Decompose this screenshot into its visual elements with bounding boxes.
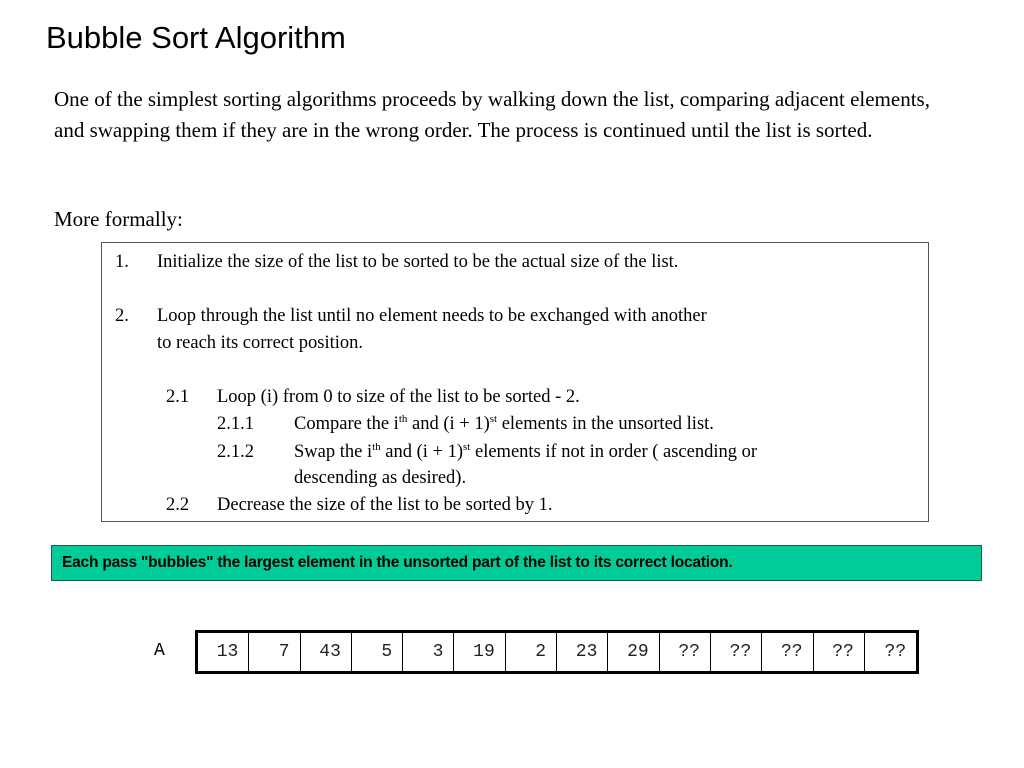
step-text: Loop through the list until no element needs to be exchanged with another <box>157 306 707 326</box>
step-2-1 <box>166 386 580 408</box>
array-label: A <box>154 641 165 661</box>
step-text: Decrease the size of the list to be sorted by 1. <box>217 495 553 515</box>
array-cell: 7 <box>249 633 300 671</box>
array-cell: ?? <box>762 633 813 671</box>
step-2-1-2 <box>217 441 758 463</box>
array-cell: 13 <box>198 633 249 671</box>
step-number: 2.1.1 <box>217 414 254 434</box>
array-cell: ?? <box>660 633 711 671</box>
step-number: 2.1 <box>166 387 190 407</box>
step-number: 2. <box>115 306 129 326</box>
step-2-1-2-continuation: descending as desired). <box>294 468 467 488</box>
array-cell: 5 <box>352 633 403 671</box>
step-text: Initialize the size of the list to be sorted to be the actual size of the list. <box>157 252 679 272</box>
array-cell: 23 <box>557 633 608 671</box>
array-A <box>195 630 919 674</box>
step-2-1-1 <box>217 413 714 435</box>
array-cell: 2 <box>506 633 557 671</box>
array-cell: ?? <box>711 633 762 671</box>
step-text: Loop (i) from 0 to size of the list to be sorted - 2. <box>217 387 580 407</box>
step-2 <box>115 305 707 327</box>
array-cell: 3 <box>403 633 454 671</box>
algorithm-steps-box <box>101 242 929 522</box>
array-cell: 43 <box>301 633 352 671</box>
step-2-continuation: to reach its correct position. <box>157 333 364 353</box>
callout-banner: Each pass "bubbles" the largest element in the unsorted part of the list to its correct location. <box>51 545 982 581</box>
step-number: 2.1.2 <box>217 442 254 462</box>
step-number: 2.2 <box>166 495 190 515</box>
array-cell: 29 <box>608 633 659 671</box>
intro-paragraph: One of the simplest sorting algorithms proceeds by walking down the list, comparing adjacent elements, and swapping them if they are in the wrong order. The process is continued until the list is sorted. <box>54 87 930 142</box>
slide-title: Bubble Sort Algorithm <box>46 20 346 55</box>
array-cell: ?? <box>884 642 907 662</box>
array-cell: ?? <box>814 633 865 671</box>
step-text: Swap the $i^{th}$ and $(i + 1)^{st}$ elements if not in order ( ascending or <box>294 441 758 462</box>
step-1 <box>115 251 679 273</box>
step-text: Compare the $i^{th}$ and $(i + 1)^{st}$ elements in the unsorted list. <box>294 413 714 434</box>
step-number: 1. <box>115 252 129 272</box>
formally-label: More formally: <box>54 207 183 231</box>
step-2-2 <box>166 494 553 516</box>
array-cell: 19 <box>454 633 505 671</box>
